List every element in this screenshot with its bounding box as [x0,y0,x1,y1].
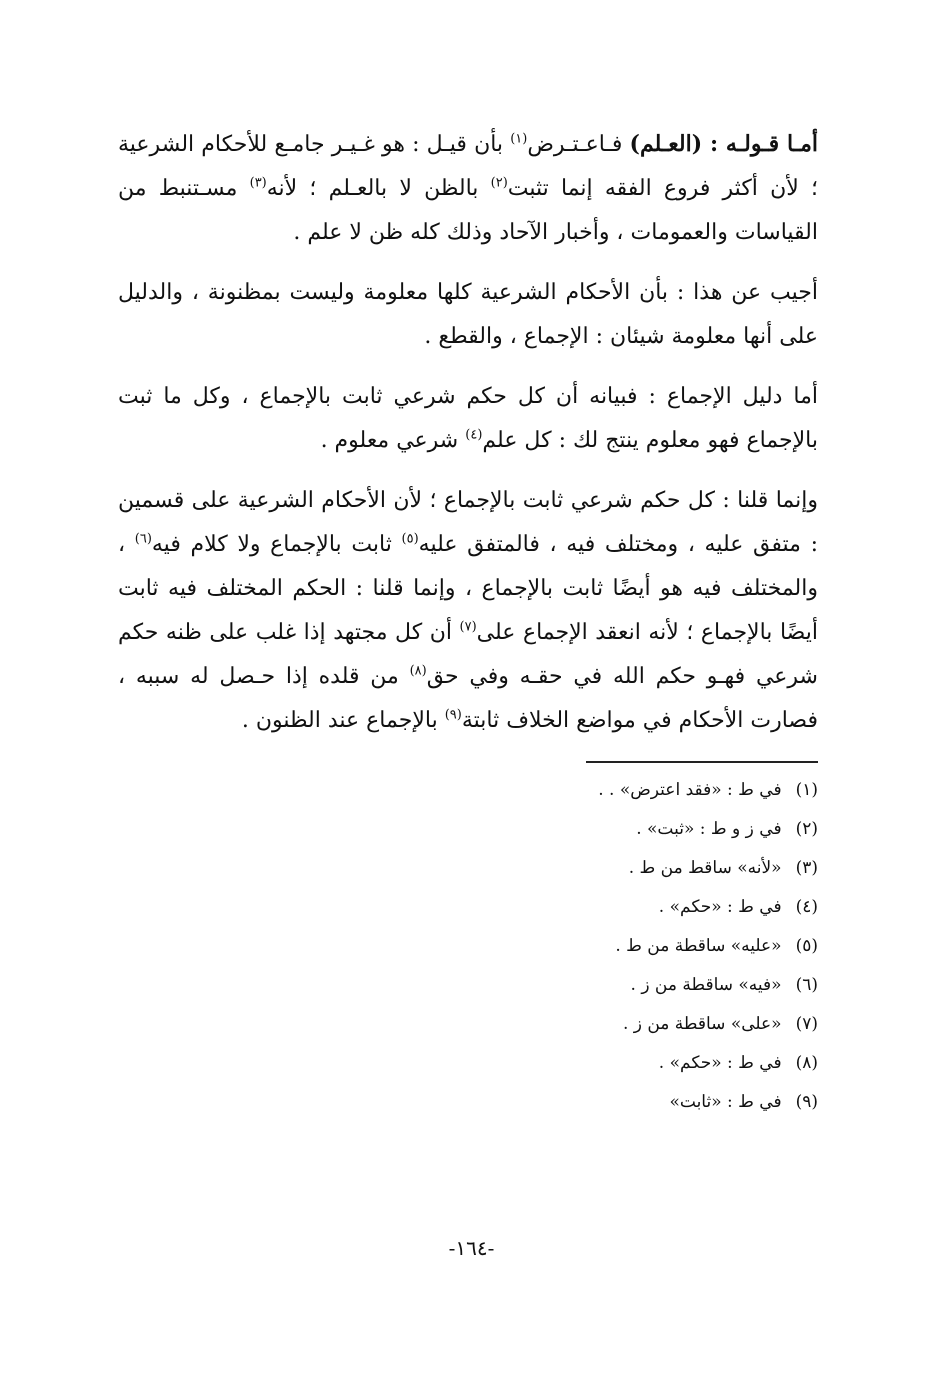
footnote-item [118,888,818,927]
text-run: أن كل مجتهد إذا غلب على ظنه حكم شرعي فهـو حكم الله في حقـه وفي حق [118,620,818,689]
page-body [118,122,818,1122]
footnote-number: (٥) [795,936,818,956]
text-run: شرعي معلوم . [320,428,466,453]
footnote-number: (٢) [795,819,818,839]
paragraph [118,271,818,359]
footnote-item [118,810,818,849]
text-run: بالإجماع عند الظنون . [241,708,445,733]
paragraph-lead: أمـا قـولـه : (العـلم) [629,131,818,157]
text-run: مسـتنبط من القياسات والعمومات ، وأخبار الآحاد وذلك كله ظن لا علم . [118,176,818,245]
footnote-divider [586,761,818,763]
page-number: -١٦٤- [448,1236,495,1260]
footnote-text: «لأنه» ساقط من ط . [628,858,782,878]
footnote-marker: (٥) [401,531,419,547]
text-run: أجيب عن هذا : بأن الأحكام الشرعية كلها معلومة وليست بمظنونة ، والدليل على أنها معلومة شيئان : الإجماع ، والقطع . [118,280,818,349]
footnote-item [118,1005,818,1044]
paragraph [118,375,818,463]
footnote-number: (٨) [795,1053,818,1073]
footnote-marker: (٣) [249,175,267,191]
text-run: من قلده إذا حـصل له سببه ، فصارت الأحكام في مواضع الخلاف ثابتة [118,664,818,733]
footnote-number: (٩) [795,1092,818,1112]
footnote-text: في ط : «فقد اعترض» . . [598,780,782,800]
footnote-marker: (٨) [409,663,427,679]
footnote-text: في ط : «حكم» . [658,1053,782,1073]
footnote-marker: (٤) [465,427,483,443]
footnote-marker: (٦) [134,531,152,547]
footnote-text: «على» ساقطة من ز . [622,1014,782,1034]
footnote-number: (٣) [795,858,818,878]
text-run: بالظن لا بالعـلم ؛ لأنه [266,176,491,201]
paragraph [118,479,818,743]
footnote-text: في ط : «حكم» . [658,897,782,917]
footnote-text: في ط : «ثابت» [669,1092,782,1112]
text-run: فـاعـتـرض [527,132,630,157]
footnotes-list [118,771,818,1122]
footnote-text: في ز و ط : «ثبت» . [636,819,782,839]
footnote-item [118,1083,818,1122]
footnote-number: (١) [795,780,818,800]
footnote-item [118,1044,818,1083]
footnote-item [118,771,818,810]
footnote-marker: (٩) [444,707,462,723]
footnote-number: (٦) [795,975,818,995]
paragraph [118,122,818,255]
text-run: وإنما قلنا : كل حكم شرعي ثابت بالإجماع ؛ لأن الأحكام الشرعية على قسمين : متفق عليه ، ومختلف فيه ، فالمتفق عليه [118,488,818,557]
footnote-marker: (١) [510,131,528,147]
text-run: ، والمختلف فيه هو أيضًا ثابت بالإجماع ، وإنما قلنا : الحكم المختلف فيه ثابت أيضًا بالإجماع ؛ لأنه انعقد الإجماع على [118,532,818,645]
text-run: ثابت بالإجماع ولا كلام فيه [151,532,402,557]
footnote-item [118,966,818,1005]
footnote-marker: (٧) [459,619,477,635]
footnote-item [118,849,818,888]
footnote-text: «عليه» ساقطة من ط . [615,936,782,956]
footnote-text: «فيه» ساقطة من ز . [630,975,782,995]
text-run: أما دليل الإجماع : فبيانه أن كل حكم شرعي ثابت بالإجماع ، وكل ما ثبت بالإجماع فهو معلوم ينتج لك : كل علم [118,384,818,453]
footnote-number: (٧) [795,1014,818,1034]
text-run: بأن قيـل : هو غـيـر جامـع للأحكام الشرعية ؛ لأن أكثر فروع الفقه إنما تثبت [118,132,819,201]
footnote-marker: (٢) [490,175,508,191]
footnote-item [118,927,818,966]
main-text [118,122,818,743]
footnote-number: (٤) [795,897,818,917]
